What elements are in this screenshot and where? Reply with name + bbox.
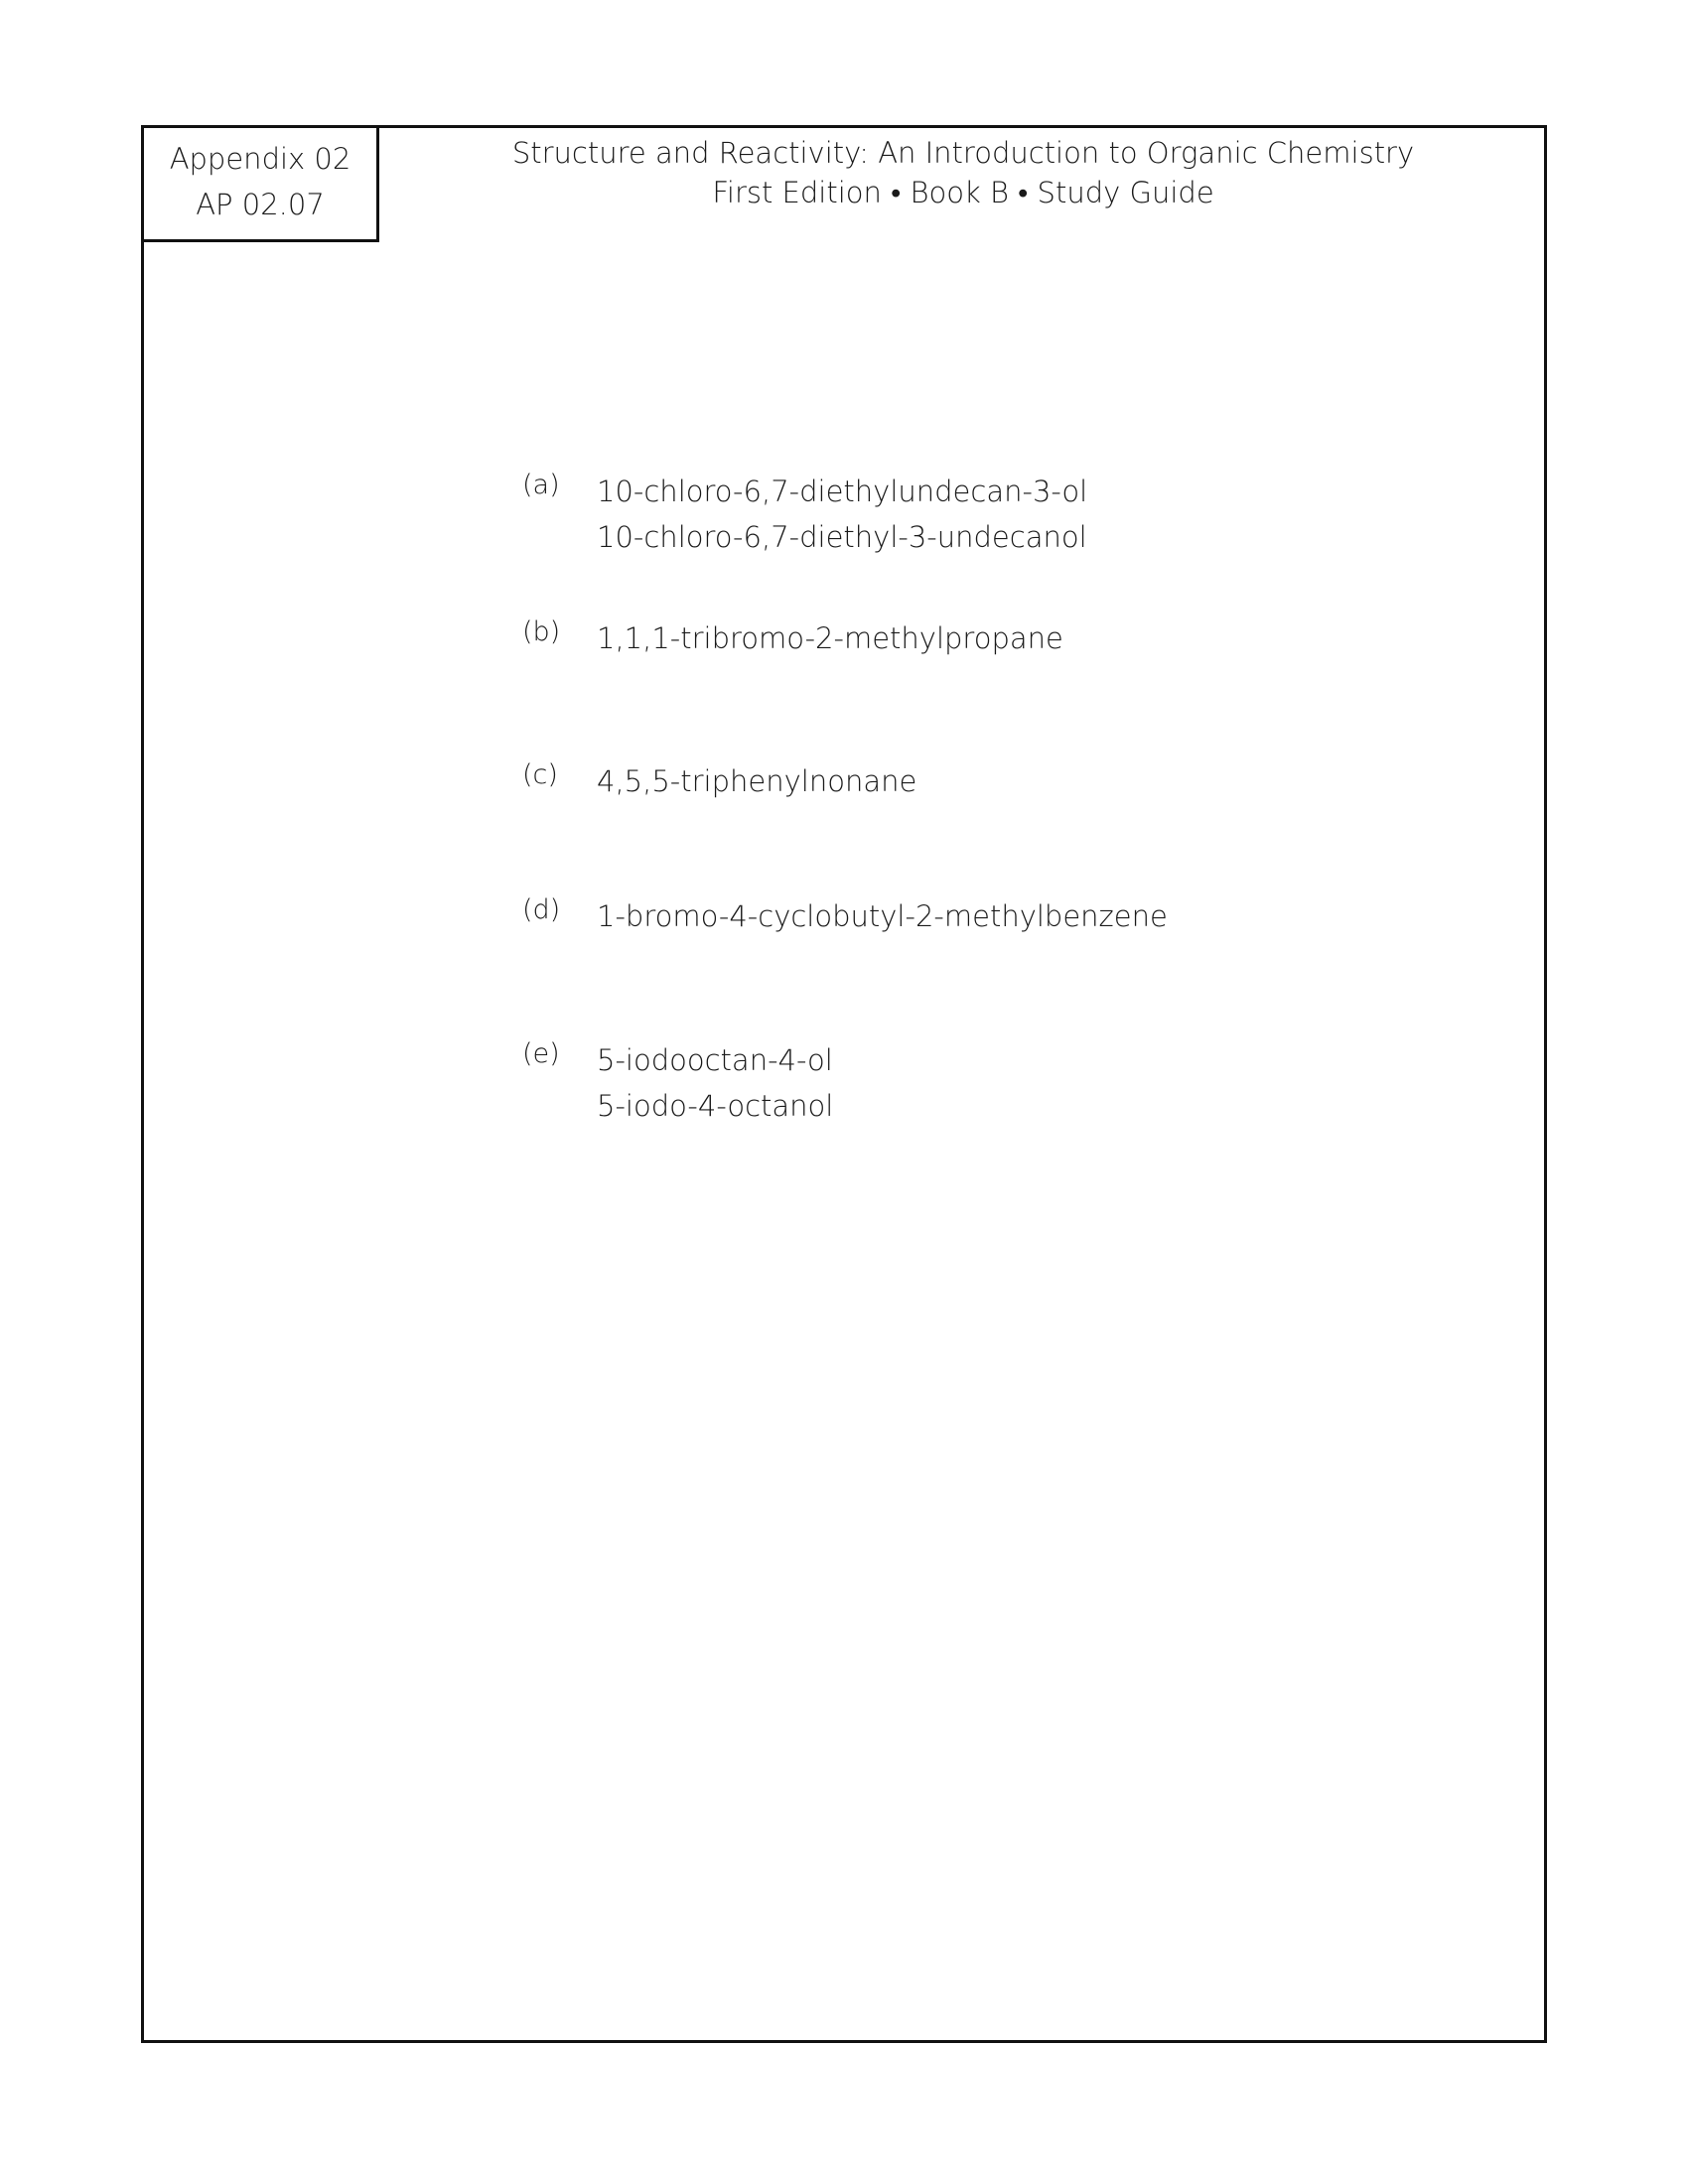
answer-name: 1-bromo-4-cyclobutyl-2-methylbenzene (597, 899, 1168, 933)
answer-name: 4,5,5-triphenylnonane (597, 764, 917, 798)
answer-names (597, 469, 1087, 560)
answer-name: 5-iodooctan-4-ol (597, 1043, 833, 1077)
page-frame (141, 125, 1547, 2043)
answer-letter: (e) (522, 1038, 560, 1069)
appendix-code: AP 02.07 (196, 188, 325, 221)
answer-names (597, 893, 1168, 939)
answer-names (597, 615, 1063, 661)
answer-name: 5-iodo-4-octanol (597, 1089, 834, 1123)
book-edition: First Edition • Book B • Study Guide (712, 176, 1214, 209)
answer-letter: (c) (522, 759, 558, 790)
book-title: Structure and Reactivity: An Introduction to Organic Chemistry (511, 136, 1415, 170)
answer-name: 10-chloro-6,7-diethyl-3-undecanol (597, 520, 1087, 554)
answer-letter: (d) (522, 894, 561, 925)
book-header (379, 133, 1547, 212)
answer-letter: (a) (522, 470, 560, 500)
answer-letter: (b) (522, 616, 561, 647)
answer-name: 10-chloro-6,7-diethylundecan-3-ol (597, 475, 1088, 508)
appendix-box (141, 125, 379, 242)
appendix-label: Appendix 02 (169, 142, 352, 176)
answer-names (597, 758, 916, 804)
answer-name: 1,1,1-tribromo-2-methylpropane (597, 621, 1063, 655)
answer-names (597, 1037, 833, 1129)
